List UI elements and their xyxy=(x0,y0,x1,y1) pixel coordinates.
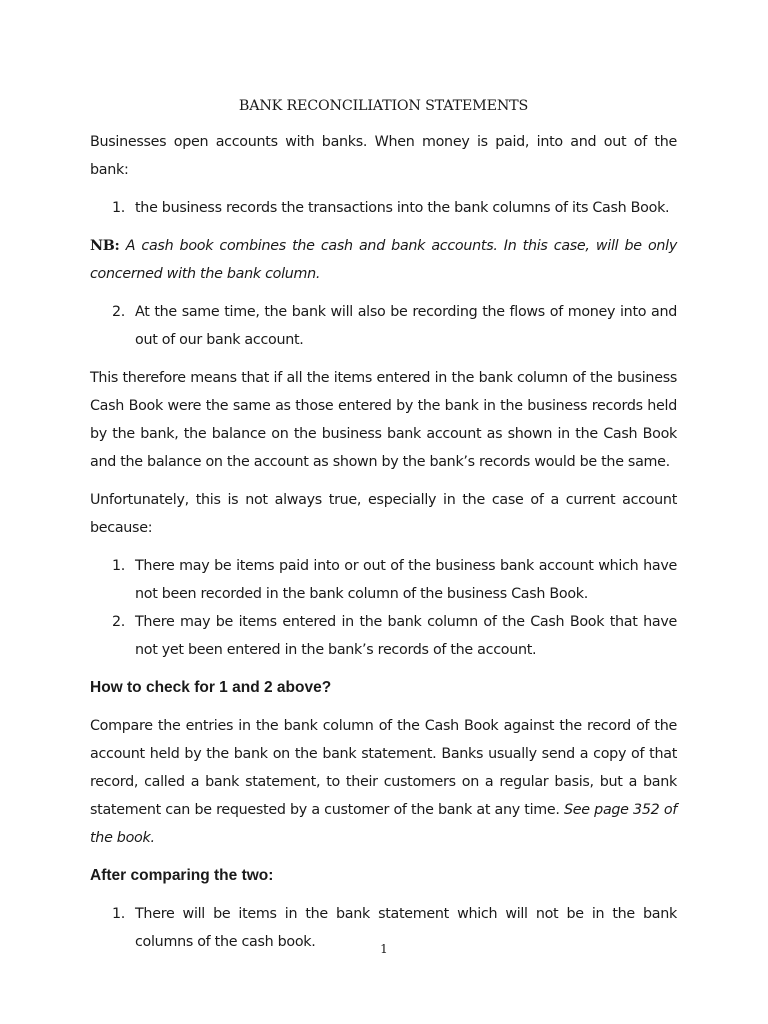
section-heading-check: How to check for 1 and 2 above? xyxy=(90,679,332,696)
list-item xyxy=(90,298,677,354)
intro-paragraph: Businesses open accounts with banks. When money is paid, into and out of the bank: xyxy=(90,134,677,178)
list-number: 1. xyxy=(112,906,126,922)
paragraph-compare-text: Compare the entries in the bank column of the Cash Book against the record of the account held by the bank on the bank statement. Banks usually send a copy of that record, called a bank statement, to their customers on a regular basis, but a bank statement can be requested by a customer of the bank at any time. xyxy=(90,718,677,818)
nb-text: A cash book combines the cash and bank accounts. In this case, will be only concerned with the bank column. xyxy=(90,238,677,282)
list-item xyxy=(90,552,677,608)
list-number: 1. xyxy=(112,558,126,574)
list-number: 1. xyxy=(112,200,126,216)
page-number: 1 xyxy=(380,942,388,956)
list-number: 2. xyxy=(112,304,126,320)
paragraph-compare xyxy=(90,712,677,852)
section-heading-after: After comparing the two: xyxy=(90,867,274,884)
page-reference: See page 352 of the book. xyxy=(90,802,678,846)
list-text: There may be items entered in the bank column of the Cash Book that have not yet been entered in the bank’s records of the account. xyxy=(135,614,677,658)
list-item xyxy=(90,608,677,664)
paragraph-unfortunately: Unfortunately, this is not always true, especially in the case of a current account because: xyxy=(90,492,677,536)
list-item xyxy=(90,194,677,222)
list-text: At the same time, the bank will also be recording the flows of money into and out of our bank account. xyxy=(135,304,677,348)
list-number: 2. xyxy=(112,614,126,630)
nb-label: NB: xyxy=(90,238,120,254)
document-page xyxy=(90,92,677,966)
list-text: the business records the transactions into the bank columns of its Cash Book. xyxy=(135,200,670,216)
paragraph-balance: This therefore means that if all the items entered in the bank column of the business Cash Book were the same as those entered by the bank in the business records held by the bank, the balance on the business bank account as shown in the Cash Book and the balance on the account as shown by the bank’s records would be the same. xyxy=(90,370,677,470)
nb-note xyxy=(90,232,677,288)
list-text: There may be items paid into or out of the business bank account which have not been recorded in the bank column of the business Cash Book. xyxy=(135,558,677,602)
list-text: There will be items in the bank statement which will not be in the bank columns of the cash book. xyxy=(135,906,677,950)
document-title: BANK RECONCILIATION STATEMENTS xyxy=(238,98,529,114)
